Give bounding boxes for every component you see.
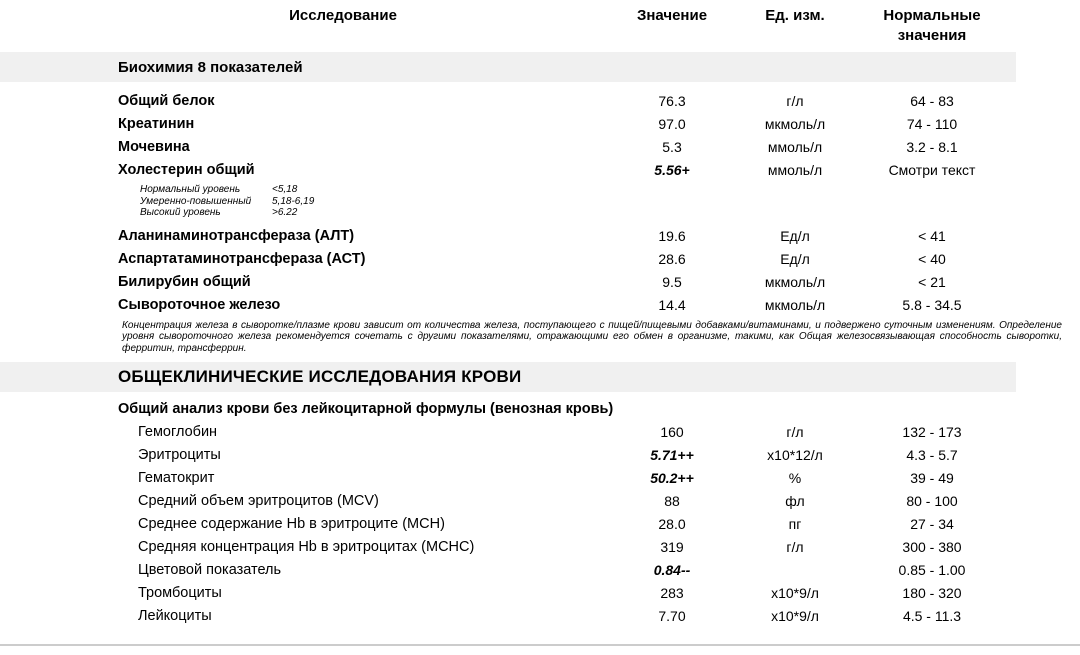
- section-title: Биохимия 8 показателей: [118, 58, 303, 76]
- test-unit: фл: [785, 492, 805, 509]
- table-row: [0, 158, 1080, 181]
- test-name: Средняя концентрация Hb в эритроцитах (MCHC): [138, 538, 475, 555]
- table-row: [0, 512, 1080, 535]
- test-normal: < 41: [918, 228, 946, 244]
- header-value-column: Значение: [636, 7, 708, 24]
- test-normal: 27 - 34: [910, 515, 954, 532]
- header-normal-column: Нормальные значения: [883, 7, 981, 44]
- reference-note-value: >6.22: [272, 207, 298, 218]
- test-unit: x10*9/л: [771, 607, 819, 624]
- test-name: Гематокрит: [138, 469, 215, 486]
- table-row: [0, 466, 1080, 489]
- report-body: [0, 52, 1080, 627]
- reference-note: [140, 184, 1080, 219]
- test-value: 160: [660, 423, 684, 440]
- table-row: [0, 443, 1080, 466]
- test-name: Тромбоциты: [138, 584, 222, 601]
- table-row: [0, 271, 1080, 294]
- test-value: 9.5: [662, 274, 682, 290]
- test-unit: x10*12/л: [767, 446, 823, 463]
- test-normal: 4.5 - 11.3: [902, 607, 962, 624]
- test-name: Мочевина: [118, 138, 190, 155]
- test-normal: 5.8 - 34.5: [902, 297, 962, 313]
- test-name: Общий белок: [118, 92, 215, 109]
- test-normal: 80 - 100: [906, 492, 958, 509]
- test-value: 5.71++: [650, 446, 694, 463]
- test-value: 19.6: [658, 228, 686, 244]
- reference-note-label: Умеренно-повышенный: [140, 195, 252, 207]
- test-value: 28.0: [658, 515, 686, 532]
- test-normal: 0.85 - 1.00: [898, 561, 966, 578]
- test-unit: г/л: [786, 538, 804, 555]
- test-name: Цветовой показатель: [138, 561, 282, 578]
- test-value: 7.70: [658, 607, 686, 624]
- test-value: 0.84--: [653, 561, 691, 578]
- test-unit: мкмоль/л: [764, 274, 826, 290]
- table-row: [0, 248, 1080, 271]
- reference-note-row: [140, 184, 1080, 196]
- table-row: [0, 535, 1080, 558]
- test-unit: ммоль/л: [767, 138, 823, 155]
- test-unit: г/л: [786, 423, 804, 440]
- test-normal: 132 - 173: [902, 423, 962, 440]
- reference-note-value: <5,18: [272, 184, 298, 195]
- panel-title: Общий анализ крови без лейкоцитарной формулы (венозная кровь): [118, 400, 614, 417]
- test-value: 283: [660, 584, 684, 601]
- test-name: Гемоглобин: [138, 423, 218, 440]
- reference-note-value: 5,18-6,19: [272, 195, 315, 207]
- test-unit: ммоль/л: [767, 161, 823, 178]
- section-title: ОБЩЕКЛИНИЧЕСКИЕ ИССЛЕДОВАНИЯ КРОВИ: [118, 367, 522, 386]
- test-normal: < 40: [918, 251, 946, 267]
- table-row: [0, 112, 1080, 135]
- test-name: Сывороточное железо: [118, 297, 281, 313]
- header-unit-column: Ед. изм.: [765, 7, 825, 24]
- test-unit: г/л: [786, 92, 804, 109]
- test-value: 76.3: [658, 92, 686, 109]
- test-unit: мкмоль/л: [764, 115, 826, 132]
- test-normal: 180 - 320: [902, 584, 962, 601]
- test-normal: < 21: [918, 274, 946, 290]
- test-name: Эритроциты: [138, 446, 221, 463]
- section-header: [0, 52, 1016, 82]
- test-name: Средний объем эритроцитов (MCV): [138, 492, 379, 509]
- test-normal: 39 - 49: [910, 469, 954, 486]
- table-row: [0, 89, 1080, 112]
- test-unit: %: [788, 469, 802, 486]
- header-test-column: Исследование: [289, 7, 397, 24]
- table-row: [0, 581, 1080, 604]
- test-normal: 3.2 - 8.1: [906, 138, 958, 155]
- bottom-divider: [0, 644, 1080, 646]
- reference-note-label: Высокий уровень: [140, 207, 221, 218]
- reference-note-label: Нормальный уровень: [140, 184, 241, 195]
- test-normal: 300 - 380: [902, 538, 962, 555]
- test-name: Креатинин: [118, 115, 195, 132]
- test-value: 319: [660, 538, 684, 555]
- test-unit: Ед/л: [780, 228, 810, 244]
- test-name: Аланинаминотрансфераза (АЛТ): [118, 228, 355, 244]
- test-name: Холестерин общий: [118, 161, 255, 178]
- section-header: [0, 362, 1016, 392]
- test-normal: Смотри текст: [888, 161, 976, 178]
- test-value: 28.6: [658, 251, 686, 267]
- reference-note-row: [140, 196, 1080, 208]
- test-unit: x10*9/л: [771, 584, 819, 601]
- table-row: [0, 604, 1080, 627]
- test-value: 5.3: [662, 138, 682, 155]
- test-normal: 64 - 83: [910, 92, 954, 109]
- test-name: Билирубин общий: [118, 274, 251, 290]
- table-row: [0, 135, 1080, 158]
- table-header: [0, 0, 1080, 46]
- test-unit: пг: [788, 515, 802, 532]
- table-row: [0, 294, 1080, 317]
- test-value: 5.56+: [654, 161, 690, 178]
- comment-note: Концентрация железа в сыворотке/плазме крови зависит от количества железа, поступающего с пищей/пищевыми добавками/витаминами, и подвержено суточным изменениям. Определение уровня сывороточного железа рекомендуется сочетать с другими показателями, отражающими его обмен в организме, такими, как Общая железосвязывающая способность сыворотки, ферритин, трансферрин.: [122, 319, 1062, 354]
- test-normal: 4.3 - 5.7: [906, 446, 958, 463]
- table-row: [0, 489, 1080, 512]
- reference-note-row: [140, 207, 1080, 219]
- test-value: 14.4: [658, 297, 686, 313]
- test-normal: 74 - 110: [906, 115, 958, 132]
- test-name: Аспартатаминотрансфераза (АСТ): [118, 251, 366, 267]
- test-unit: мкмоль/л: [764, 297, 826, 313]
- test-name: Среднее содержание Hb в эритроците (MCH): [138, 515, 445, 532]
- test-unit: Ед/л: [780, 251, 810, 267]
- test-value: 88: [664, 492, 680, 509]
- test-value: 50.2++: [650, 469, 694, 486]
- test-value: 97.0: [658, 115, 686, 132]
- test-name: Лейкоциты: [138, 607, 212, 624]
- table-row: [0, 225, 1080, 248]
- table-row: [0, 420, 1080, 443]
- table-row: [0, 558, 1080, 581]
